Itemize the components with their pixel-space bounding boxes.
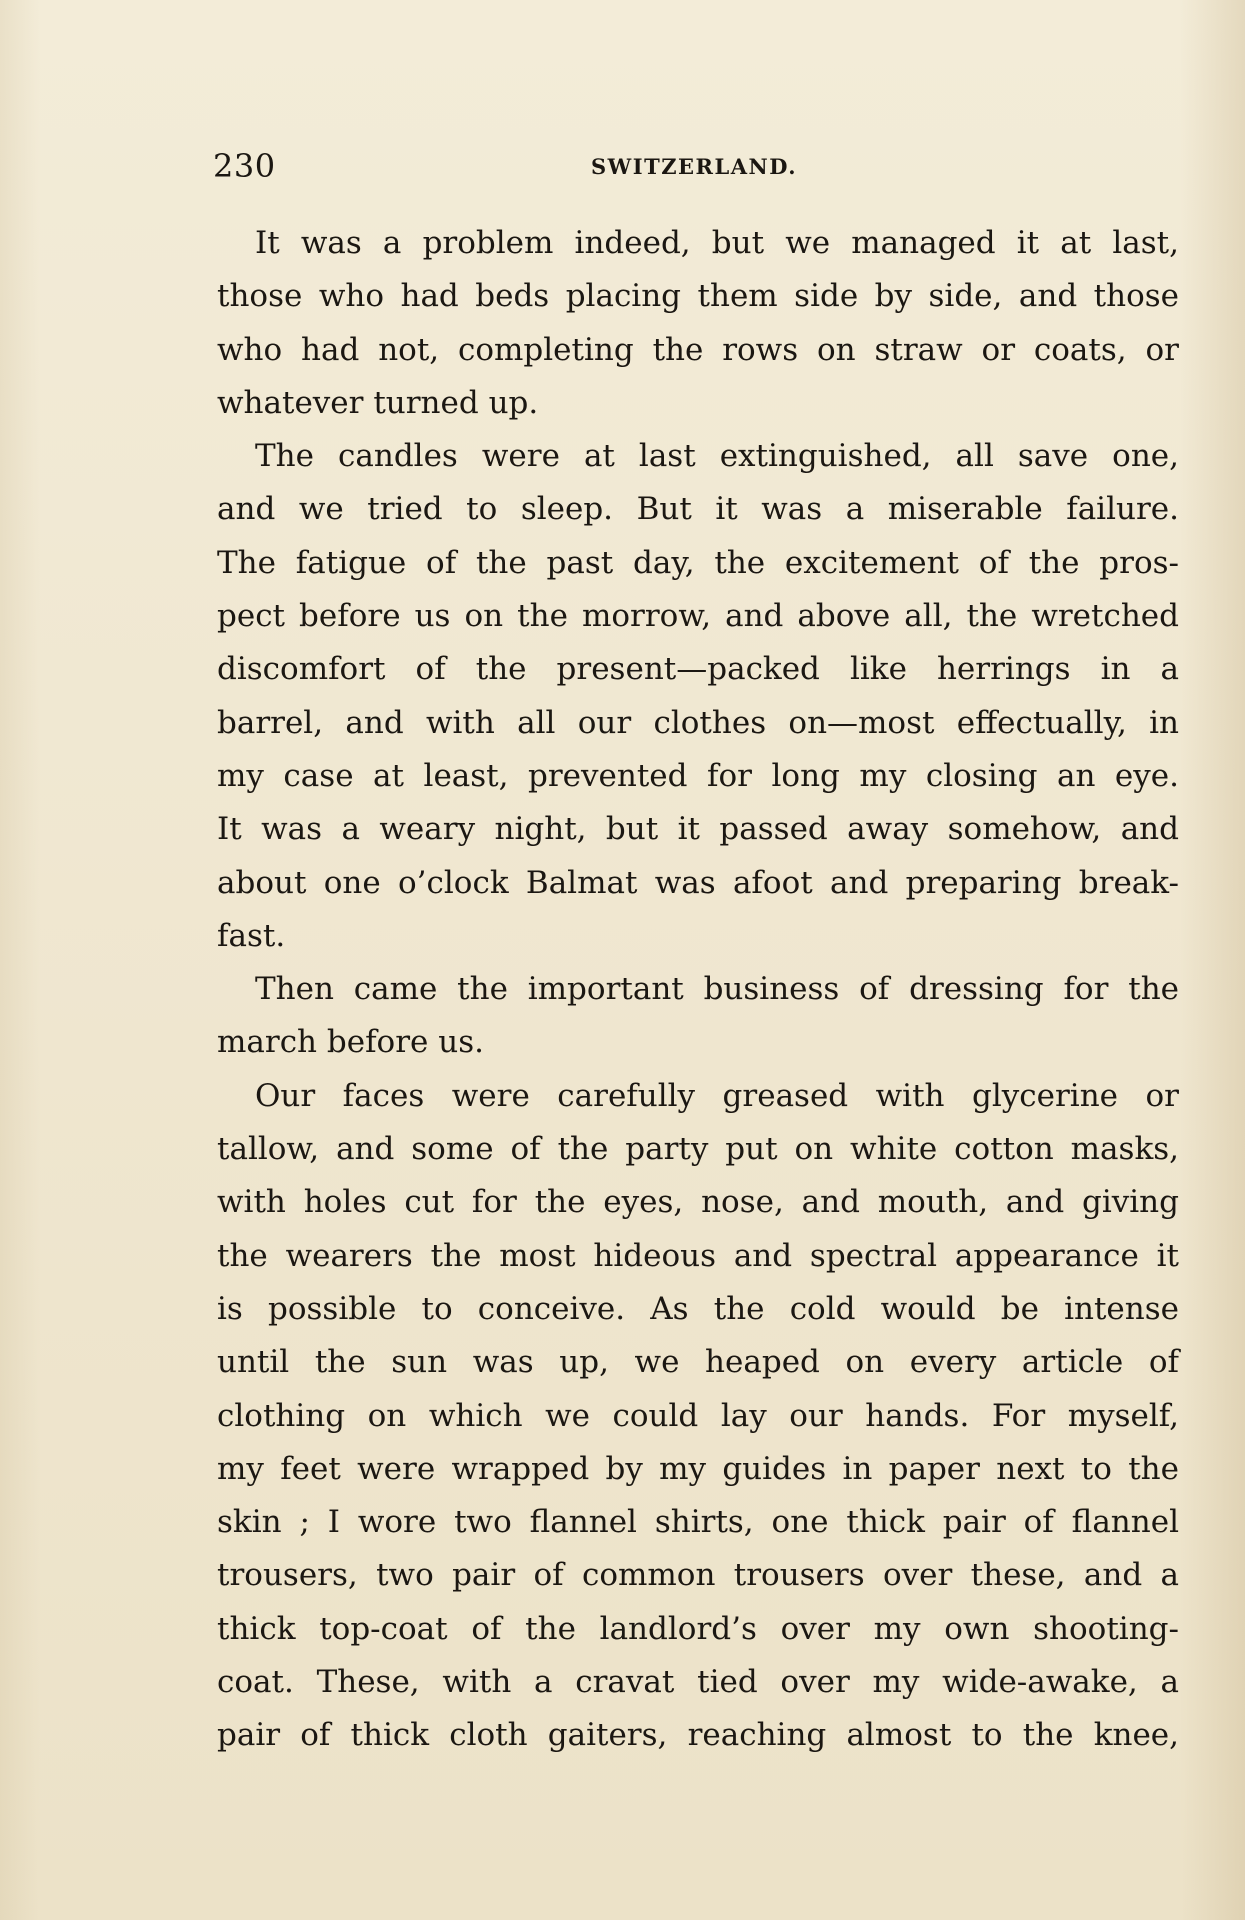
text-line: coat. These, with a cravat tied over my wide-awake, a bbox=[217, 1664, 1179, 1701]
text-line: pair of thick cloth gaiters, reaching almost to the knee, bbox=[217, 1717, 1179, 1754]
text-line: discomfort of the present—packed like herrings in a bbox=[217, 651, 1179, 688]
text-line: march before us. bbox=[217, 1024, 484, 1061]
text-line: about one o’clock Balmat was afoot and preparing break- bbox=[217, 864, 1179, 901]
text-line: The candles were at last extinguished, all save one, bbox=[255, 438, 1179, 475]
page-number: 230 bbox=[213, 147, 276, 185]
paragraph-1 bbox=[217, 217, 1179, 430]
text-line: barrel, and with all our clothes on—most effectually, in bbox=[217, 704, 1179, 741]
paragraph-3 bbox=[217, 963, 1179, 1070]
text-line: with holes cut for the eyes, nose, and mouth, and giving bbox=[217, 1184, 1179, 1221]
page-header bbox=[213, 146, 1173, 186]
text-line: tallow, and some of the party put on white cotton masks, bbox=[217, 1131, 1179, 1168]
paragraph-2 bbox=[217, 430, 1179, 963]
text-line: pect before us on the morrow, and above all, the wretched bbox=[217, 598, 1179, 635]
text-line: It was a problem indeed, but we managed it at last, bbox=[255, 225, 1179, 261]
text-line: fast. bbox=[217, 917, 286, 954]
body-text bbox=[217, 217, 1179, 1763]
text-line: and we tried to sleep. But it was a miserable failure. bbox=[217, 491, 1179, 528]
text-line: Then came the important business of dressing for the bbox=[255, 971, 1179, 1008]
text-line: my feet were wrapped by my guides in paper next to the bbox=[217, 1450, 1179, 1487]
text-line: trousers, two pair of common trousers over these, and a bbox=[217, 1557, 1179, 1594]
paragraph-4 bbox=[217, 1070, 1179, 1763]
text-line: is possible to conceive. As the cold would be intense bbox=[217, 1290, 1179, 1327]
text-line: whatever turned up. bbox=[217, 384, 539, 421]
text-line: until the sun was up, we heaped on every article of bbox=[217, 1344, 1179, 1381]
text-line: Our faces were carefully greased with glycerine or bbox=[255, 1077, 1179, 1114]
text-line: clothing on which we could lay our hands. For myself, bbox=[217, 1397, 1179, 1434]
running-head: SWITZERLAND. bbox=[591, 154, 798, 179]
text-line: The fatigue of the past day, the excitement of the pros- bbox=[217, 544, 1179, 581]
text-line: those who had beds placing them side by side, and those bbox=[217, 278, 1179, 315]
text-line: my case at least, prevented for long my closing an eye. bbox=[217, 757, 1179, 794]
text-line: skin ; I wore two flannel shirts, one thick pair of flannel bbox=[217, 1504, 1179, 1541]
text-line: thick top-coat of the landlord’s over my own shooting- bbox=[217, 1610, 1179, 1647]
text-line: It was a weary night, but it passed away somehow, and bbox=[217, 811, 1179, 848]
text-line: who had not, completing the rows on straw or coats, or bbox=[217, 331, 1179, 368]
text-line: the wearers the most hideous and spectral appearance it bbox=[217, 1237, 1179, 1274]
